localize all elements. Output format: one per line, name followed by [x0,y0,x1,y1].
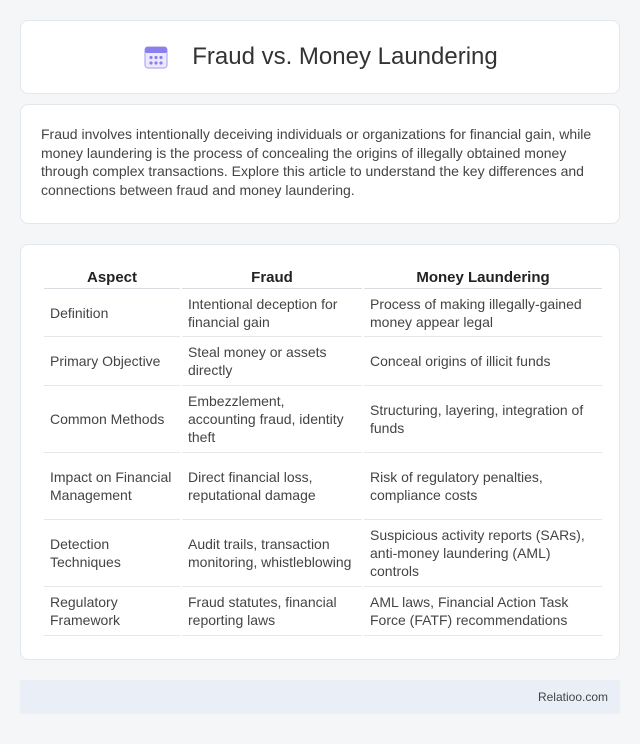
row-money-laundering: Conceal origins of illicit funds [364,337,602,386]
calendar-icon [142,43,170,71]
row-aspect: Primary Objective [44,337,180,386]
row-fraud: Intentional deception for financial gain [182,289,362,337]
table-row [44,587,602,636]
header-aspect: Aspect [44,265,180,289]
row-money-laundering: Suspicious activity reports (SARs), anti-money laundering (AML) controls [364,520,602,587]
row-aspect: Common Methods [44,386,180,453]
header-fraud: Fraud [182,265,362,289]
header-money-laundering: Money Laundering [364,265,602,289]
row-aspect: Regulatory Framework [44,587,180,636]
comparison-table [42,265,604,636]
row-fraud: Direct financial loss, reputational damage [182,453,362,520]
table-row [44,453,602,520]
row-fraud: Fraud statutes, financial reporting laws [182,587,362,636]
row-fraud: Embezzlement, accounting fraud, identity theft [182,386,362,453]
intro-card [20,104,620,224]
table-row [44,520,602,587]
title-card [20,20,620,94]
intro-text: Fraud involves intentionally deceiving individuals or organizations for financial gain, while money laundering is the process of concealing the origins of illegally obtained money through complex transactions. Explore this article to understand the key differences and connections between fraud and money laundering. [41,126,592,198]
row-fraud: Audit trails, transaction monitoring, whistleblowing [182,520,362,587]
table-row [44,386,602,453]
table-header-row [44,265,602,289]
footer-brand: Relatioo.com [537,690,608,704]
row-money-laundering: Structuring, layering, integration of funds [364,386,602,453]
row-money-laundering: Risk of regulatory penalties, compliance costs [364,453,602,520]
table-row [44,289,602,337]
table-row [44,337,602,386]
row-money-laundering: AML laws, Financial Action Task Force (FATF) recommendations [364,587,602,636]
row-aspect: Definition [44,289,180,337]
row-money-laundering: Process of making illegally-gained money appear legal [364,289,602,337]
row-aspect: Detection Techniques [44,520,180,587]
page-title: Fraud vs. Money Laundering [192,43,498,70]
footer-bar [20,680,620,714]
row-fraud: Steal money or assets directly [182,337,362,386]
comparison-table-card [20,244,620,660]
row-aspect: Impact on Financial Management [44,453,180,520]
